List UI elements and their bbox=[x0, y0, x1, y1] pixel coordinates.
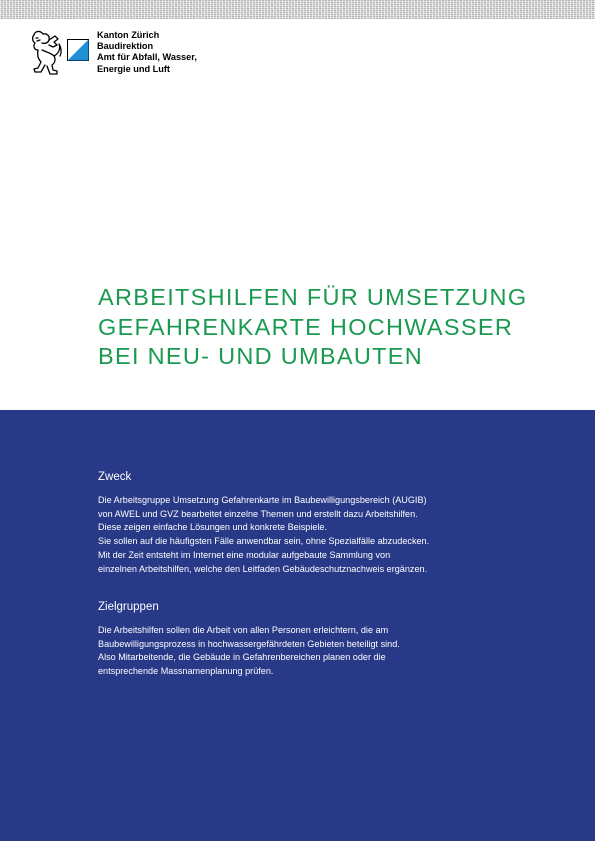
body-line: Die Arbeitsgruppe Umsetzung Gefahrenkarte im Baubewilligungsbereich (AUGIB) bbox=[98, 495, 427, 505]
document-title bbox=[98, 283, 527, 372]
agency-name bbox=[97, 30, 197, 76]
decorative-noise-strip bbox=[0, 0, 595, 19]
body-line: Baubewilligungsprozess in hochwassergefährdeten Gebieten beteiligt sind. bbox=[98, 638, 400, 649]
section-zweck bbox=[98, 470, 558, 576]
agency-line: Amt für Abfall, Wasser, bbox=[97, 52, 197, 63]
title-line: BEI NEU- UND UMBAUTEN bbox=[98, 343, 423, 369]
agency-line: Kanton Zürich bbox=[97, 30, 160, 40]
section-zielgruppen bbox=[98, 600, 558, 679]
zurich-flag-icon bbox=[67, 39, 89, 61]
body-line: Mit der Zeit entsteht im Internet eine modular aufgebaute Sammlung von bbox=[98, 549, 391, 560]
agency-line: Baudirektion bbox=[97, 41, 154, 52]
body-line: Die Arbeitshilfen sollen die Arbeit von allen Personen erleichtern, die am bbox=[98, 625, 389, 635]
body-line: einzelnen Arbeitshilfen, welche den Leitfaden Gebäudeschutznachweis ergänzen. bbox=[98, 563, 428, 574]
section-heading: Zielgruppen bbox=[98, 601, 159, 613]
agency-line: Energie und Luft bbox=[97, 63, 170, 74]
body-line: entsprechende Massnamenplanung prüfen. bbox=[98, 666, 274, 677]
section-body bbox=[98, 624, 558, 679]
section-heading: Zweck bbox=[98, 471, 132, 483]
body-line: Also Mitarbeitende, die Gebäude in Gefahrenbereichen planen oder die bbox=[98, 652, 386, 663]
title-line: GEFAHRENKARTE HOCHWASSER bbox=[98, 313, 514, 340]
title-line: ARBEITSHILFEN FÜR UMSETZUNG bbox=[98, 284, 528, 310]
body-line: von AWEL und GVZ bearbeitet einzelne Themen und erstellt dazu Arbeitshilfen. bbox=[98, 508, 418, 519]
zurich-lion-icon bbox=[28, 28, 64, 76]
body-line: Diese zeigen einfache Lösungen und konkrete Beispiele. bbox=[98, 522, 328, 533]
agency-header bbox=[28, 28, 197, 76]
section-body bbox=[98, 494, 558, 576]
body-line: Sie sollen auf die häufigsten Fälle anwendbar sein, ohne Spezialfälle abzudecken. bbox=[98, 536, 430, 547]
